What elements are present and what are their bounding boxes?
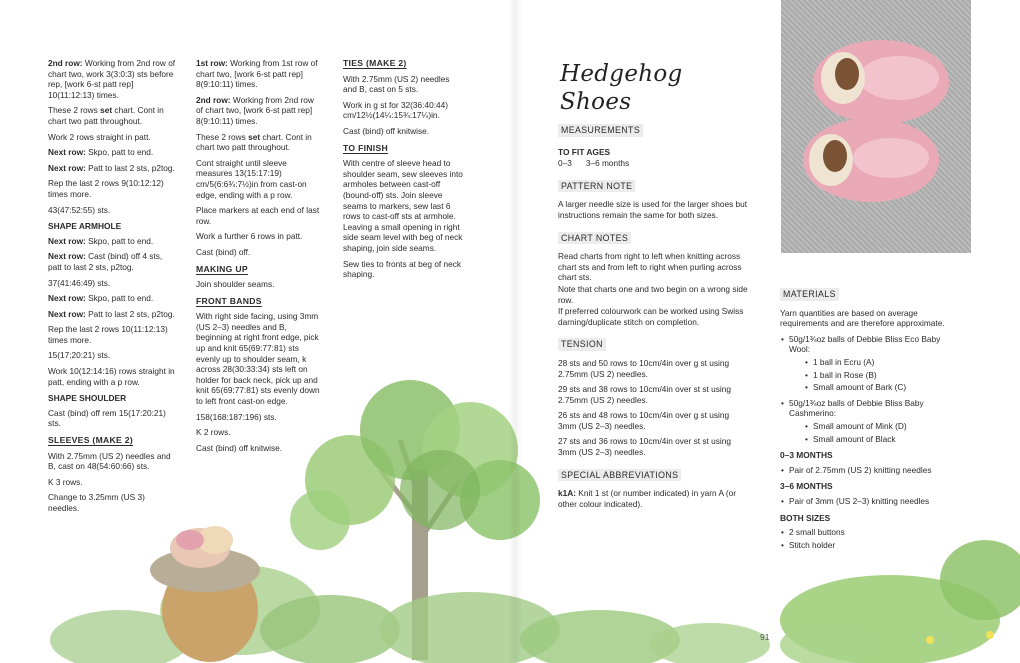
column-2 [196, 58, 320, 458]
paragraph: A larger needle size is used for the larger shoes but instructions remain the same for both sizes. [558, 199, 748, 220]
paragraph: Cont straight until sleeve measures 13(15:17:19) cm/5(6:6¾:7½)in from cast-on edge, ending with a p row. [196, 157, 307, 200]
paragraph: 37(41:46:49) sts. [48, 277, 111, 288]
fit-ages-values: 0–3 3–6 months [558, 158, 630, 169]
paragraph: With 2.75mm (US 2) needles and B, cast on 5 sts. [343, 73, 450, 95]
section-heading: TO FINISH [343, 142, 389, 153]
paragraph: Next row: Skpo, patt to end. [48, 293, 154, 304]
paragraph: With centre of sleeve head to shoulder seam, sew sleeves into armholes between cast-off (bound-off) sts. Join sleeve seams to markers, sew last 6 rows to cast-off sts at armhole. Leaving a small opening in right side seam level with beg of neck shaping, join side seams. [343, 158, 463, 253]
shoes-photo [781, 0, 971, 253]
paragraph: 28 sts and 50 rows to 10cm/4in over g st using 2.75mm (US 2) needles. [558, 357, 730, 379]
paragraph: With 2.75mm (US 2) needles and B, cast on 48(54:60:66) sts. [48, 450, 171, 472]
paragraph: Cast (bind) off. [196, 246, 251, 257]
paragraph: Rep the last 2 rows 10(11:12:13) times more. [48, 324, 168, 345]
paragraph: Work 10(12:14:16) rows straight in patt, ending with a p row. [48, 366, 175, 387]
list-item: • Small amount of Bark (C) [813, 382, 960, 393]
section-heading: MATERIALS [780, 288, 839, 301]
plant-illustration [780, 540, 1020, 663]
paragraph: 1st row: Working from 1st row of chart two, [work 6-st patt rep] 8(9:10:11) times. [196, 58, 318, 90]
paragraph: With right side facing, using 3mm (US 2–3) needles and B, beginning at right front edge, pick up and knit 65(69:77:81) sts evenly up to shoulder seam, k across 28(30:33:34) sts left on holder for back neck, pick up and knit 65(69:77:81) sts evenly down to left front cast-on edge. [196, 311, 320, 407]
notions-list [780, 527, 960, 550]
list-item: • 2 small buttons [789, 527, 960, 538]
paragraph: Work in g st for 32(36:40:44) cm/12½(14¼:15¾:17¼)in. [343, 99, 448, 121]
section-heading: BOTH SIZES [780, 512, 831, 523]
needle-list [780, 465, 960, 476]
section-heading: MEASUREMENTS [558, 124, 643, 137]
list-item: • Small amount of Mink (D) [813, 421, 960, 432]
paragraph: Next row: Patt to last 2 sts, p2tog. [48, 162, 175, 173]
section-heading: SPECIAL ABBREVIATIONS [558, 469, 681, 482]
paragraph: Next row: Patt to last 2 sts, p2tog. [48, 308, 175, 319]
page-gutter [508, 0, 522, 663]
shoes-image [781, 0, 971, 253]
paragraph: Work 2 rows straight in patt. [48, 131, 151, 142]
paragraph: Note that charts one and two begin on a wrong side row. [558, 283, 748, 305]
paragraph: Place markers at each end of last row. [196, 205, 320, 226]
section-heading: 0–3 MONTHS [780, 450, 833, 461]
paragraph: Sew ties to fronts at beg of neck shaping. [343, 258, 462, 280]
list-item: • 1 ball in Ecru (A) [813, 357, 960, 368]
paragraph: Yarn quantities are based on average requirements and are therefore approximate. [780, 307, 945, 329]
section-heading: MAKING UP [196, 263, 248, 274]
paragraph: 2nd row: Working from 2nd row of chart two, work 3(3:0:3) sts before rep, [work 6-st patt rep] 10(11:12:13) times. [48, 58, 176, 100]
list-item: • 1 ball in Rose (B) [813, 370, 960, 381]
yarn-sublist [789, 421, 960, 444]
section-heading: SLEEVES (MAKE 2) [48, 435, 134, 446]
paragraph: If preferred colourwork can be worked using Swiss darning/duplicate stitch on completion. [558, 306, 744, 327]
list-item: • 50g/1¾oz balls of Debbie Bliss Eco Baby Wool: • 1 ball in Ecru (A) • 1 ball in Rose (B) • Small amount of Bark (C) [789, 334, 960, 393]
list-item: • Pair of 3mm (US 2–3) knitting needles [789, 496, 960, 507]
paragraph: Next row: Skpo, patt to end. [48, 235, 154, 246]
paragraph: Next row: Skpo, patt to end. [48, 147, 154, 158]
section-heading: SHAPE SHOULDER [48, 393, 127, 404]
paragraph: Cast (bind) off rem 15(17:20:21) sts. [48, 407, 166, 429]
paragraph: 43(47:52:55) sts. [48, 204, 111, 215]
paragraph: 15(17:20:21) sts. [48, 350, 111, 361]
section-heading: 3–6 MONTHS [780, 481, 833, 492]
paragraph: 26 sts and 48 rows to 10cm/4in over g st using 3mm (US 2–3) needles. [558, 410, 730, 431]
paragraph: These 2 rows set chart. Cont in chart two patt throughout. [196, 131, 312, 153]
paragraph: These 2 rows set chart. Cont in chart two patt throughout. [48, 105, 164, 126]
paragraph: Rep the last 2 rows 9(10:12:12) times more. [48, 178, 164, 199]
paragraph: Work a further 6 rows in patt. [196, 231, 303, 242]
paragraph: K 3 rows. [48, 476, 83, 487]
section-heading: FRONT BANDS [196, 295, 262, 306]
paragraph: Cast (bind) off knitwise. [343, 125, 430, 136]
fit-ages-label: TO FIT AGES [558, 146, 611, 157]
paragraph: 27 sts and 36 rows to 10cm/4in over st st using 3mm (US 2–3) needles. [558, 436, 731, 458]
list-item: • Pair of 2.75mm (US 2) knitting needles [789, 465, 960, 476]
needle-list [780, 496, 960, 507]
section-heading: SHAPE ARMHOLE [48, 221, 122, 232]
column-5 [780, 288, 960, 555]
page-number: 91 [760, 632, 770, 642]
paragraph: K 2 rows. [196, 427, 231, 438]
paragraph: Read charts from right to left when knitting across chart sts and from left to right when purling across chart sts. [558, 251, 742, 283]
page-title: Hedgehog Shoes [560, 61, 683, 115]
paragraph: Join shoulder seams. [196, 279, 275, 290]
paragraph: Next row: Cast (bind) off 4 sts, patt to last 2 sts, p2tog. [48, 251, 163, 272]
list-item: • 50g/1¾oz balls of Debbie Bliss Baby Cashmerino: • Small amount of Mink (D) • Small amount of Black [789, 398, 960, 444]
yarn-sublist [789, 357, 960, 393]
paragraph: 2nd row: Working from 2nd row of chart two, [work 6-st patt rep] 8(9:10:11) times. [196, 94, 314, 126]
section-heading: TENSION [558, 338, 606, 351]
column-3 [343, 58, 465, 285]
paragraph: 158(168:187:196) sts. [196, 411, 277, 422]
section-heading: CHART NOTES [558, 232, 631, 245]
paragraph: Change to 3.25mm (US 3) needles. [48, 492, 145, 513]
column-4 [558, 60, 748, 514]
list-item: • Small amount of Black [813, 434, 960, 445]
paragraph: Cast (bind) off knitwise. [196, 442, 283, 453]
paragraph: k1A: Knit 1 st (or number indicated) in yarn A (or other colour indicated). [558, 488, 737, 509]
list-item: • Stitch holder [789, 540, 960, 551]
section-heading: PATTERN NOTE [558, 180, 635, 193]
yarn-list [780, 334, 960, 444]
column-1 [48, 58, 176, 519]
paragraph: 29 sts and 38 rows to 10cm/4in over st st using 2.75mm (US 2) needles. [558, 384, 731, 405]
section-heading: TIES (MAKE 2) [343, 58, 407, 68]
